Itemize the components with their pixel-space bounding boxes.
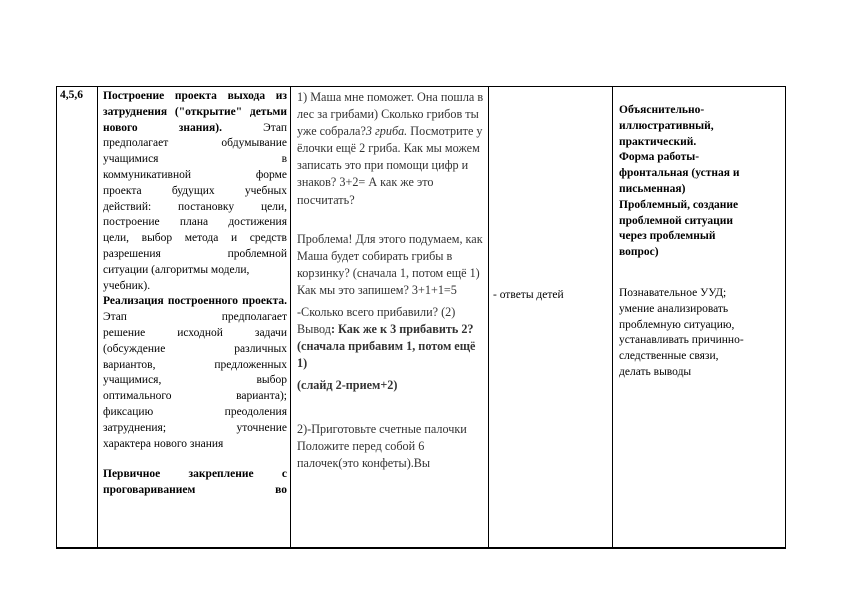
stage-text-line: характера нового знания [103, 437, 224, 450]
stage-text-line: решение исходной задачи [103, 326, 287, 339]
teacher-paragraph-1: 1) Маша мне поможет. Она пошла в лес за грибами) Сколько грибов ты уже собрала?3 гриба. Посмотрите у ёлочки ещё 2 гриба. Как мы можем записать это при помощи цифр и знаков? 3+2= А как же это посчитать? [297, 90, 484, 207]
stage-description-cell [99, 87, 290, 547]
student-answers: - ответы детей [493, 289, 564, 301]
spacer [103, 452, 287, 467]
stage-text-line: затруднения; уточнение [103, 421, 287, 434]
stage-number-cell [57, 87, 97, 547]
uud-line: следственные связи, [619, 350, 719, 363]
method-line: Объяснительно- [619, 104, 705, 116]
stage-text-line: оптимального варианта); [103, 390, 287, 403]
teacher-paragraph-2: Проблема! Для этого подумаем, как Маша будет собирать грибы в корзинку? (сначала 1, потом ещё 1) Как мы это запишем? 3+1+1=5 [297, 231, 483, 297]
italic-answer: 3 гриба. [365, 124, 408, 139]
column-divider [290, 87, 291, 547]
stage-text-line: разрешения проблемной [103, 247, 287, 260]
stage-text-line: учащимися, выбор [103, 374, 287, 387]
stage-text-line: предполагает обдумывание [103, 137, 287, 150]
stage-text-line: учебник). [103, 279, 151, 292]
uud-line: умение анализировать [619, 302, 729, 315]
stage-number: 4,5,6 [60, 89, 83, 101]
uud-line: проблемную ситуацию, [619, 318, 735, 331]
stage-text-line: вариантов, предложенных [103, 358, 287, 371]
stage-text-line: фиксацию преодоления [103, 405, 287, 418]
teacher-conclusion: -Сколько всего прибавили? (2) Вывод: Как же к 3 прибавить 2? (сначала прибавим 1, потом ещё 1) [297, 305, 476, 371]
stage-text-line: построение плана достижения [103, 216, 287, 229]
method-line: проблемной ситуации [619, 214, 733, 227]
method-line: Форма работы- [619, 151, 700, 164]
teacher-paragraph-4: 2)-Приготовьте счетные палочки Положите перед собой 6 палочек(это конфеты).Вы [297, 421, 467, 470]
stage-text-line: цели, выбор метода и средств [103, 232, 287, 245]
uud-line: Познавательное УУД; [619, 286, 727, 299]
stage-text-line: ситуации (алгоритмы модели, [103, 263, 250, 276]
method-line: Проблемный, создание [619, 198, 739, 211]
student-activity-cell [490, 87, 612, 547]
stage-text-line: коммуникативной форме [103, 168, 287, 181]
method-line: письменная) [619, 182, 686, 195]
closing-line: Первичное закрепление с [103, 468, 287, 481]
teacher-activity-cell [292, 87, 488, 547]
column-divider [97, 87, 98, 547]
method-line: практический. [619, 135, 697, 148]
closing-line: проговариванием во [103, 484, 287, 497]
stage-text-line: действий: постановку цели, [103, 200, 287, 213]
lesson-table [56, 86, 786, 549]
column-divider [612, 87, 613, 547]
stage-text-line: (обсуждение различных [103, 342, 287, 355]
slide-note: (слайд 2-прием+2) [297, 378, 398, 393]
stage-text-line: учащимися в [103, 153, 287, 166]
realization-heading: Реализация построенного проекта. Этап предполагает [103, 295, 287, 324]
method-line: иллюстративный, [619, 119, 714, 132]
stage-heading: Построение проекта выхода из затруднения ("открытие" детьми нового знания). Этап [103, 90, 287, 134]
stage-text-line: проекта будущих учебных [103, 184, 287, 197]
method-line: вопрос) [619, 246, 659, 259]
method-line: через проблемный [619, 230, 716, 243]
column-divider [488, 87, 489, 547]
uud-line: делать выводы [619, 365, 692, 378]
methods-cell [614, 87, 786, 547]
uud-line: устанавливать причинно- [619, 334, 744, 347]
method-line: фронтальная (устная и [619, 167, 740, 180]
